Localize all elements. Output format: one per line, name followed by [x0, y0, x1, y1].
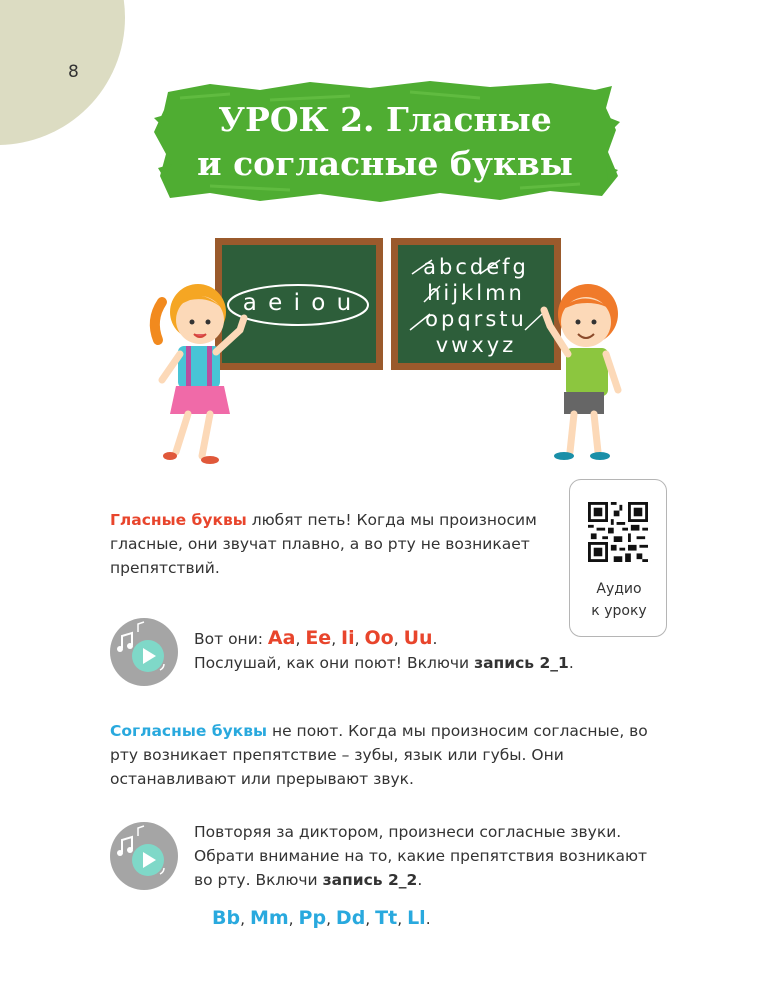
qr-label-line-2: к уроку [591, 603, 647, 619]
consonant-separator: , [397, 910, 408, 928]
vowel-separator: , [354, 630, 365, 648]
title-banner [150, 78, 620, 206]
listen-text: Послушай, как они поют! Включи [194, 654, 475, 672]
vowel-letter-i: Ii [341, 627, 355, 649]
corner-decoration [0, 0, 125, 145]
consonant-letters-end: . [425, 910, 431, 928]
vowel-separator: , [331, 630, 342, 648]
consonants-intro-paragraph [110, 719, 670, 791]
left-board-vowels: a e i o u [242, 290, 354, 316]
qr-audio-box[interactable] [569, 479, 667, 637]
vowel-letter-u: Uu [403, 627, 433, 649]
lesson-title [150, 98, 620, 186]
vowels-audio-text [194, 626, 654, 675]
vowels-listen-line [194, 651, 654, 675]
qr-label [570, 578, 668, 622]
vowels-highlight: Гласные буквы [110, 511, 247, 529]
alphabet-line-3: opqrstu [425, 307, 527, 331]
vowels-intro-text: любят петь! Когда мы произносим гласные, они звучат плавно, а во рту не возникает препятствий. [110, 511, 537, 577]
qr-code-icon[interactable] [588, 502, 648, 562]
audio-play-icon-1[interactable] [110, 618, 178, 686]
recording-2-2-link[interactable]: запись 2_2 [322, 871, 418, 889]
vowel-separator: , [295, 630, 306, 648]
kids-at-chalkboards-illustration [140, 230, 640, 470]
consonant-letter-p: Pp [298, 907, 327, 929]
consonant-separator: , [288, 910, 299, 928]
right-board-alphabet [402, 254, 550, 358]
vowels-end: . [432, 630, 438, 648]
consonants-intro-text: не поют. Когда мы произносим согласные, во рту возникает препятствие – зубы, язык или губы. Они останавливают или прерывают звук. [110, 722, 648, 788]
title-line-1: УРОК 2. Гласные [218, 100, 552, 139]
consonant-letters-line [212, 906, 612, 931]
consonants-instruction-end: . [417, 871, 423, 889]
vowel-letter-a: Aa [267, 627, 296, 649]
vowels-list-line [194, 626, 654, 651]
consonant-separator: , [240, 910, 250, 928]
listen-end: . [568, 654, 574, 672]
vowels-prefix: Вот они: [194, 630, 268, 648]
page-number: 8 [68, 62, 79, 82]
consonant-letter-l: Ll [407, 907, 426, 929]
recording-2-1-link[interactable]: запись 2_1 [474, 654, 569, 672]
alphabet-line-2: hijklmn [427, 281, 525, 305]
consonant-separator: , [365, 910, 376, 928]
consonant-letter-t: Tt [375, 907, 398, 929]
vowel-separator: , [393, 630, 404, 648]
audio-play-icon-2[interactable] [110, 822, 178, 890]
title-line-2: и согласные буквы [197, 144, 573, 183]
consonant-letter-d: Dd [335, 907, 366, 929]
alphabet-line-1: abcdefg [423, 255, 529, 279]
vowels-intro-paragraph [110, 508, 560, 580]
consonants-highlight: Согласные буквы [110, 722, 268, 740]
consonants-instruction: Повторяя за диктором, произнеси согласные звуки. Обрати внимание на то, какие препятствия возникают во рту. Включи [194, 823, 648, 889]
consonant-letter-b: Bb [212, 907, 241, 929]
alphabet-line-4: vwxyz [435, 333, 517, 357]
consonant-letter-m: Mm [249, 907, 289, 929]
consonants-audio-text [194, 820, 664, 892]
vowel-letter-o: Oo [364, 627, 394, 649]
consonant-separator: , [326, 910, 336, 928]
qr-label-line-1: Аудио [596, 581, 642, 597]
vowel-letter-e: Ee [305, 627, 332, 649]
